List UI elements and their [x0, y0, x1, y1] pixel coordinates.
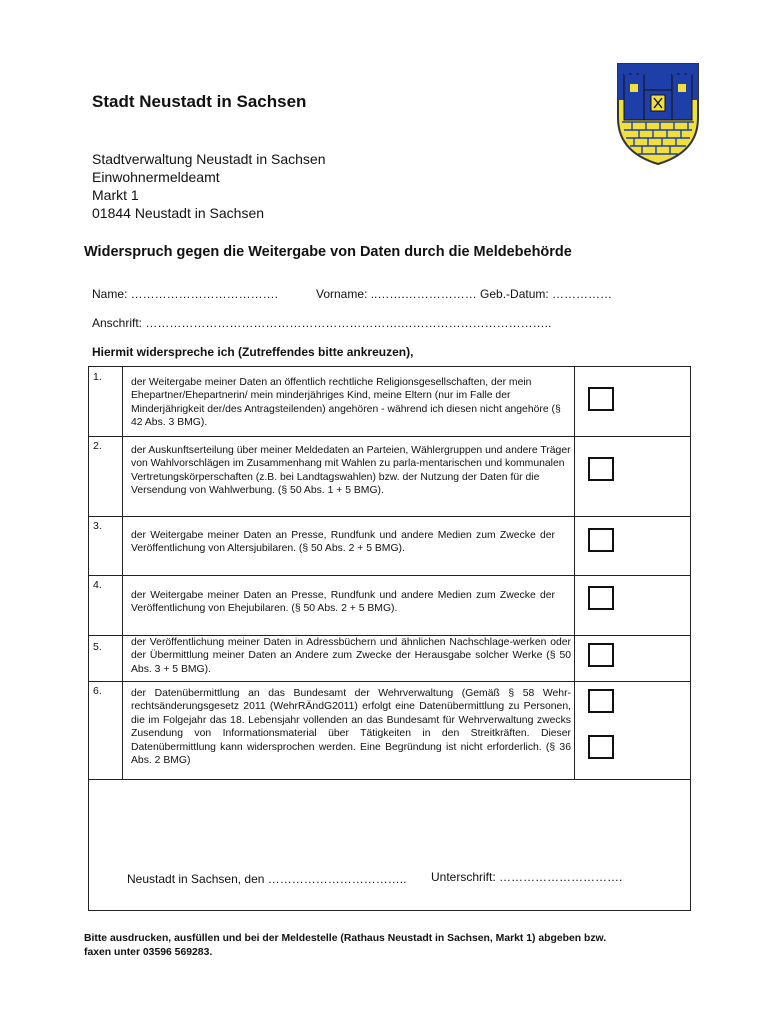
row-number: 2. — [93, 440, 102, 452]
objection-text: der Auskunftserteilung über meiner Meldedaten an Parteien, Wählergruppen und andere Träger von Wahlvorschlägen im Zusammenhang mit Wahlen zu parla-mentarischen und kommunalen Vertretungskörperschaften (z.B. bei Landtagswahlen) bzw. der Nutzung der Daten für die Versendung von Wahlwerbung. (§ 50 Abs. 1 + 5 BMG). — [131, 445, 571, 497]
address-line: 01844 Neustadt in Sachsen — [92, 205, 265, 221]
address-line: Stadtverwaltung Neustadt in Sachsen — [92, 151, 326, 167]
page-title: Stadt Neustadt in Sachsen — [92, 92, 307, 111]
address-line: Markt 1 — [92, 187, 139, 203]
checkbox[interactable] — [588, 457, 614, 481]
place-date-field[interactable]: Neustadt in Sachsen, den …………………………….. — [127, 872, 407, 886]
checkbox[interactable] — [588, 689, 614, 713]
checkbox[interactable] — [588, 387, 614, 411]
objection-table — [88, 366, 691, 911]
objection-text: der Weitergabe meiner Daten an Presse, Rundfunk und andere Medien zum Zwecke der Veröffentlichung von Altersjubilaren. (§ 50 Abs. 2 + 5 BMG). — [131, 530, 555, 555]
checkbox[interactable] — [588, 735, 614, 759]
objection-text: der Weitergabe meiner Daten an öffentlich rechtliche Religionsgesellschaften, der mein Ehepartner/Ehepartnerin/ mein minderjähriges Kind, meine Eltern (nur im Falle der Minderjährigkeit der/des Antragsteilenden) angehören - während ich diesen nicht angehöre (§ 42 Abs. 3 BMG). — [131, 377, 561, 429]
objection-text: der Veröffentlichung meiner Daten in Adressbüchern und ähnlichen Nachschlage-werken oder der Übermittlung meiner Daten an Andere zum Zwecke der Herausgabe solcher Werke (§ 50 Abs. 3 + 5 BMG). — [131, 637, 571, 675]
checkbox[interactable] — [588, 586, 614, 610]
footer-line: faxen unter 03596 569283. — [84, 946, 213, 958]
footer-note — [84, 932, 684, 959]
instruction-text: Hiermit widerspreche ich (Zutreffendes bitte ankreuzen), — [92, 345, 414, 359]
name-field[interactable]: Name: ………………………………. — [92, 287, 279, 301]
address-block — [92, 150, 325, 222]
row-number: 5. — [93, 641, 102, 653]
checkbox[interactable] — [588, 643, 614, 667]
signature-field[interactable]: Unterschrift: …………………………. — [431, 870, 623, 884]
vorname-birthdate-field[interactable]: Vorname: ..…….……………… Geb.-Datum: …………… — [316, 287, 613, 301]
footer-line: Bitte ausdrucken, ausfüllen und bei der Meldestelle (Rathaus Neustadt in Sachsen, Markt 1) abgeben bzw. — [84, 933, 607, 944]
row-number: 4. — [93, 579, 102, 591]
checkbox[interactable] — [588, 528, 614, 552]
objection-text: der Weitergabe meiner Daten an Presse, Rundfunk und andere Medien zum Zwecke der Veröffentlichung von Ehejubilaren. (§ 50 Abs. 2 + 5 BMG). — [131, 590, 555, 615]
address-field[interactable]: Anschrift: ……………………………………………………….……………………………….. — [92, 316, 552, 330]
coat-of-arms-icon — [612, 60, 704, 168]
objection-text: der Datenübermittlung an das Bundesamt der Wehrverwaltung (Gemäß § 58 Wehr-rechtsänderungsgesetz 2011 (WehrRÄndG2011) erfolgt eine Datenübermittlung zu Personen, die im Folgejahr das 18. Lebensjahr vollenden an das Bundesamt für Wehrverwaltung zwecks Zusendung von Informationsmaterial über Tätigkeiten in den Streitkräften. Dieser Datenübermittlung kann widersprochen werden. Eine Begründung ist nicht erforderlich. (§ 36 Abs. 2 BMG) — [131, 688, 571, 767]
form-heading: Widerspruch gegen die Weitergabe von Daten durch die Meldebehörde — [84, 244, 572, 260]
address-line: Einwohnermeldeamt — [92, 169, 220, 185]
row-number: 3. — [93, 520, 102, 532]
row-number: 1. — [93, 371, 102, 383]
row-number: 6. — [93, 685, 102, 697]
